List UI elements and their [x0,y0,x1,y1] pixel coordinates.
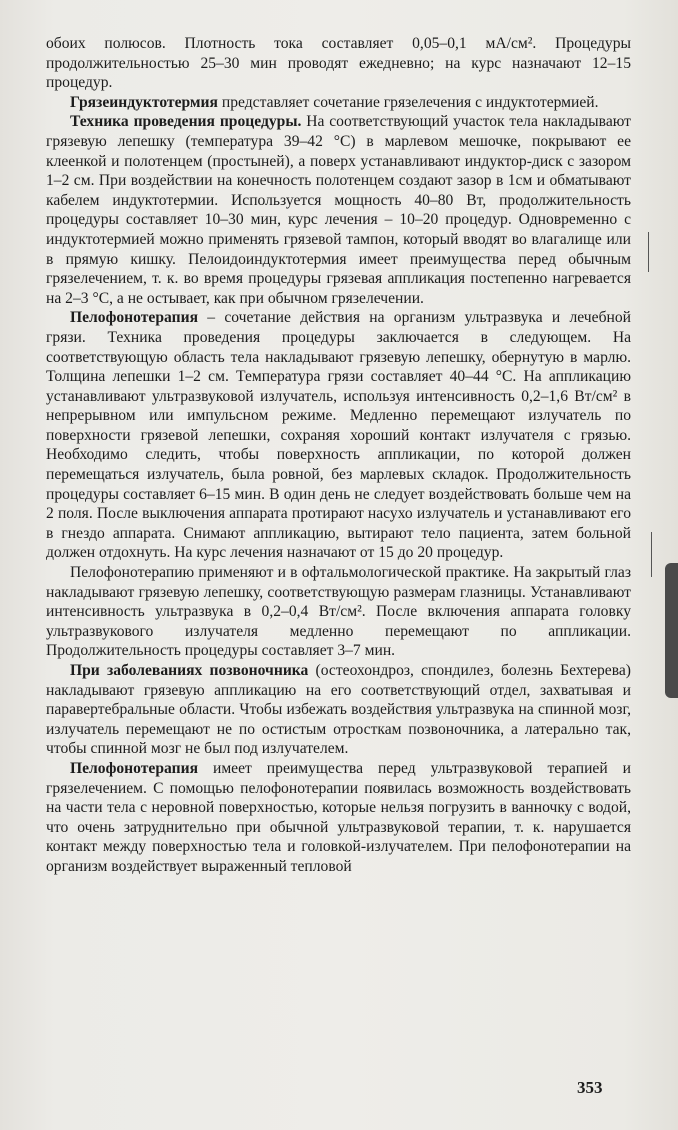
term-heading: Пелофонотерапия [70,309,199,327]
paragraph-text: – сочетание действия на организм ультразвука и лечебной грязи. Техника проведения процедуры заключается в следующем. На соответствующую область тела накладывают грязевую лепешку, обернутую в марлю. Толщина лепешки 1–2 см. Температура грязи составляет 40–44 °С. На аппликацию устанавливают ультразвуковой излучатель, используя интенсивность 0,2–1,6 Вт/см² в непрерывном или импульсном режиме. Медленно перемещают излучатель по поверхности грязевой лепешки, сохраняя хороший контакт излучателя с грязью. Необходимо следить, чтобы поверхность аппликации, по которой должен перемещаться излучатель, была ровной, без марлевых складок. Продолжительность процедуры составляет 6–15 мин. В один день не следует воздействовать больше чем на 2 поля. После выключения аппарата протирают насухо излучатель и устанавливают его в гнездо аппарата. Снимают аппликацию, вытирают тело пациента, затем больной должен отдохнуть. На курс лечения назначают от 15 до 20 процедур. [46,309,631,562]
paragraph-text: обоих полюсов. Плотность тока составляет 0,05–0,1 мА/см². Процедуры продолжительностью 25–30 мин проводят ежедневно; на курс назначают 12–15 процедур. [46,35,631,92]
paragraph-text: На соответствующий участок тела накладывают грязевую лепешку (температура 39–42 °С) в марлевом мешочке, покрывают ее клеенкой и полотенцем (простыней), а поверх устанавливают индуктор-диск с зазором 1–2 см. При воздействии на конечность полотенцем создают зазор в 1см и обматывают кабелем индуктотермии. Используется мощность 40–80 Вт, продолжительность процедуры составляет 10–30 мин, курс лечения – 10–20 процедур. Одновременно с индуктотермией можно применять грязевой тампон, который вводят во влагалище или в прямую кишку. Пелоидоиндуктотермия имеет преимущества перед обычным грязелечением, т. к. во время процедуры грязевая аппликация постепенно нагревается на 2–3 °С, а не остывает, как при обычном грязелечении. [46,113,631,307]
term-heading: Грязеиндуктотермия [70,93,218,111]
paragraph-text: Пелофонотерапию применяют и в офтальмологической практике. На закрытый глаз накладывают грязевую лепешку, соответствующую размерам глазницы. Устанавливают интенсивность ультразвука в 0,2–0,4 Вт/см². После включения аппарата головку ультразвукового излучателя медленно перемещают по аппликации. Продолжительность процедуры составляет 3–7 мин. [46,564,631,660]
page-edge-tab [665,563,678,698]
term-heading: Техника проведения процедуры. [70,113,302,131]
term-heading: При заболеваниях позвоночника [70,662,309,679]
margin-mark [651,532,652,577]
paragraph [46,563,631,661]
paragraph [46,34,631,93]
margin-mark [648,232,649,272]
paragraph [46,93,631,113]
paragraph-text: (остеохондроз, спондилез, болезнь Бехтерева) накладывают грязевую аппликацию на его соответствующий отдел, захватывая и паравертебральные области. Чтобы избежать воздействия ультразвука на спинной мозг, излучатель перемещают не по остистым отросткам позвоночника, а латерально так, чтобы спинной мозг не был под излучателем. [46,662,631,758]
paragraph [46,661,631,759]
term-heading: Пелофонотерапия [70,759,199,777]
paragraph-text: имеет преимущества перед ультразвуковой терапией и грязелечением. С помощью пелофонотерапии появилась возможность воздействовать на части тела с неровной поверхностью, которые нельзя погрузить в ванночку с водой, что очень затруднительно при обычной ультразвуковой терапии, т. к. нарушается контакт между поверхностью тела и головкой-излучателем. При пелофонотерапии на организм воздействует выраженный тепловой [46,759,631,875]
paragraph-text: представляет сочетание грязелечения с индуктотермией. [217,93,599,111]
page-number: 353 [577,1078,603,1097]
body-text [46,34,631,877]
paragraph [46,112,631,308]
paragraph [46,308,631,563]
paragraph [46,759,631,877]
